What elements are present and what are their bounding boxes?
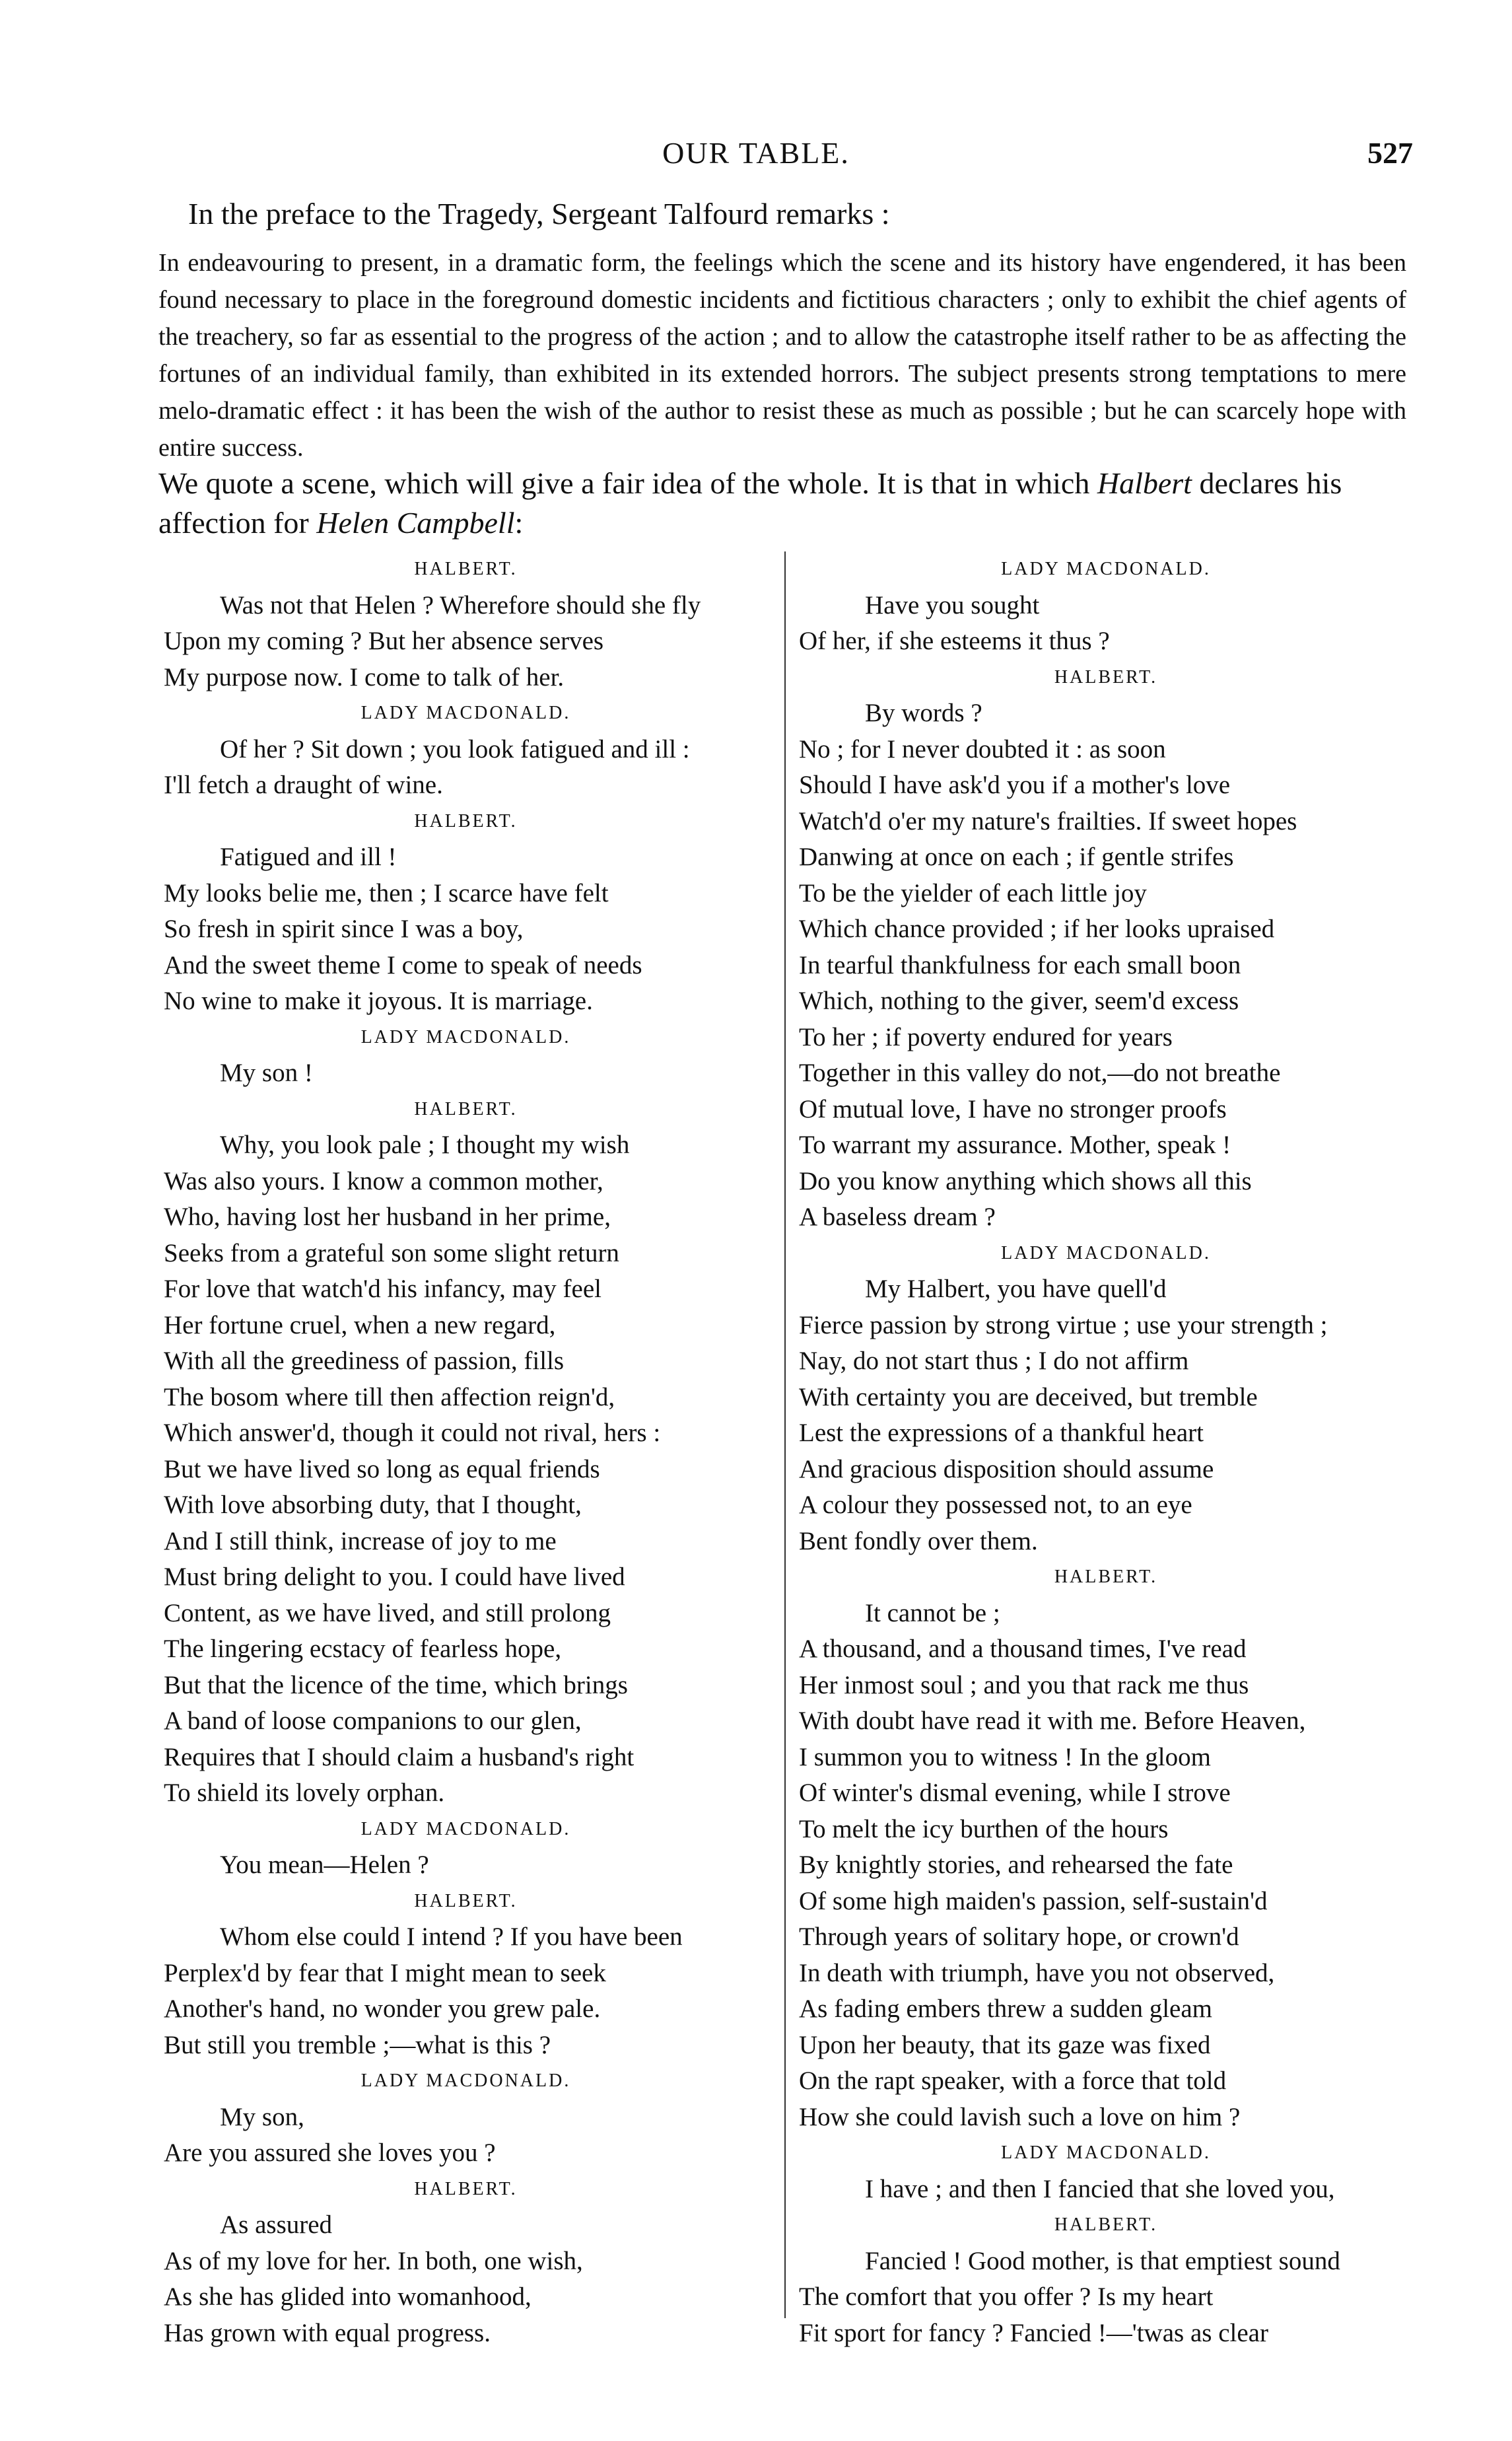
verse-line: On the rapt speaker, with a force that told (799, 2067, 1227, 2095)
character-name-halbert: Halbert (1097, 466, 1192, 500)
scene-intro-text: We quote a scene, which will give a fair idea of the whole. It is that in which (158, 466, 1097, 500)
verse-line: Upon her beauty, that its gaze was fixed (799, 2030, 1211, 2059)
speaker-name: LADY MACDONALD. (361, 703, 571, 723)
verse-line: Who, having lost her husband in her prime, (164, 1203, 611, 1231)
verse-line: Her inmost soul ; and you that rack me thus (799, 1670, 1249, 1699)
verse-line-indented: By words ? (865, 699, 982, 727)
verse-line: I'll fetch a draught of wine. (164, 771, 443, 799)
verse-line: Requires that I should claim a husband's right (164, 1742, 635, 1771)
verse-line: Perplex'd by fear that I might mean to seek (164, 1958, 606, 1987)
character-name-helen: Helen Campbell (316, 506, 515, 540)
verse-line-indented: Was not that Helen ? Wherefore should she fly (220, 590, 701, 619)
verse-line: Another's hand, no wonder you grew pale. (164, 1995, 601, 2023)
verse-line: Are you assured she loves you ? (164, 2139, 496, 2167)
running-head (0, 135, 1512, 175)
verse-line-indented: Have you sought (865, 590, 1040, 619)
verse-line: To melt the icy burthen of the hours (799, 1814, 1169, 1843)
speaker-name: LADY MACDONALD. (1001, 1242, 1211, 1263)
verse-line: To warrant my assurance. Mother, speak ! (799, 1131, 1231, 1159)
verse-line-indented: Of her ? Sit down ; you look fatigued and ill : (220, 734, 690, 763)
verse-line: Has grown with equal progress. (164, 2318, 491, 2347)
verse-line: The comfort that you offer ? Is my heart (799, 2282, 1214, 2311)
scene-introduction (158, 464, 1406, 543)
verse-line: Which, nothing to the giver, seem'd excess (799, 987, 1239, 1015)
page-number: 527 (1367, 136, 1413, 170)
verse-line-indented: Why, you look pale ; I thought my wish (220, 1131, 630, 1159)
verse-line: Bent fondly over them. (799, 1526, 1038, 1555)
speaker-name: LADY MACDONALD. (1001, 559, 1211, 579)
verse-line: With certainty you are deceived, but tremble (799, 1382, 1258, 1411)
verse-line: Fierce passion by strong virtue ; use your strength ; (799, 1310, 1328, 1339)
verse-line: Of mutual love, I have no stronger proofs (799, 1094, 1227, 1123)
verse-line: But that the licence of the time, which brings (164, 1670, 628, 1699)
verse-line: Fit sport for fancy ? Fancied !—'twas as clear (799, 2318, 1268, 2347)
verse-line: Which answer'd, though it could not rival, hers : (164, 1419, 661, 1447)
verse-line: Of winter's dismal evening, while I strove (799, 1779, 1231, 1807)
verse-line: Of her, if she esteems it thus ? (799, 627, 1110, 655)
verse-line: For love that watch'd his infancy, may feel (164, 1275, 601, 1303)
verse-line: In death with triumph, have you not observed, (799, 1958, 1275, 1987)
verse-line: The lingering ecstacy of fearless hope, (164, 1635, 562, 1663)
verse-line: My looks belie me, then ; I scarce have felt (164, 878, 609, 907)
verse-line: Nay, do not start thus ; I do not affirm (799, 1347, 1189, 1375)
verse-line: A band of loose companions to our glen, (164, 1707, 582, 1735)
verse-line: With all the greediness of passion, fills (164, 1347, 565, 1375)
verse-line: By knightly stories, and rehearsed the fate (799, 1851, 1233, 1879)
verse-line: But still you tremble ;—what is this ? (164, 2030, 551, 2059)
verse-line: With love absorbing duty, that I thought, (164, 1491, 582, 1519)
verse-line: So fresh in spirit since I was a boy, (164, 915, 524, 943)
verse-line: Her fortune cruel, when a new regard, (164, 1310, 556, 1339)
verse-line: A colour they possessed not, to an eye (799, 1491, 1192, 1519)
verse-line-indented: Fatigued and ill ! (220, 843, 397, 871)
verse-line: No wine to make it joyous. It is marriage. (164, 987, 593, 1015)
verse-line-indented: You mean—Helen ? (220, 1851, 429, 1879)
scene-intro-text-3: : (514, 506, 524, 540)
speaker-name: HALBERT. (414, 1098, 518, 1119)
verse-line: No ; for I never doubted it : as soon (799, 734, 1166, 763)
verse-line-indented: It cannot be ; (865, 1598, 1000, 1627)
verse-line: I summon you to witness ! In the gloom (799, 1742, 1211, 1771)
verse-line-indented: My Halbert, you have quell'd (865, 1275, 1167, 1303)
speaker-name: HALBERT. (414, 810, 518, 831)
verse-line-indented: My son, (220, 2102, 304, 2131)
speaker-name: HALBERT. (414, 2178, 518, 2199)
verse-line: To shield its lovely orphan. (164, 1779, 445, 1807)
preface-quote: In endeavouring to present, in a dramatic form, the feelings which the scene and its history have engendered, it has been found necessary to place in the foreground domestic incidents and fictitious characters ; only to exhibit the chief agents of the treachery, so far as essential to the progress of the action ; and to allow the catastrophe itself rather to be as affecting the fortunes of an individual family, than exhibited in its extended horrors. The subject presents strong temptations to mere melo-dramatic effect : it has been the wish of the author to resist these as much as possible ; but he can scarcely hope with entire success. (158, 249, 1406, 462)
verse-line: Should I have ask'd you if a mother's love (799, 771, 1231, 799)
speaker-name: HALBERT. (1054, 666, 1158, 688)
verse-line: But we have lived so long as equal friends (164, 1454, 600, 1483)
intro-line: In the preface to the Tragedy, Sergeant Talfourd remarks : (188, 197, 890, 230)
running-title: OUR TABLE. (662, 136, 850, 170)
verse-line: With doubt have read it with me. Before Heaven, (799, 1707, 1306, 1735)
verse-line: In tearful thankfulness for each small boon (799, 950, 1241, 979)
verse-line: And the sweet theme I come to speak of needs (164, 950, 642, 979)
speaker-name: HALBERT. (414, 1890, 518, 1911)
verse-line: As of my love for her. In both, one wish, (164, 2246, 583, 2275)
verse-line: And I still think, increase of joy to me (164, 1526, 557, 1555)
speaker-name: HALBERT. (414, 559, 518, 579)
verse-line: Content, as we have lived, and still prolong (164, 1598, 611, 1627)
verse-line: How she could lavish such a love on him ? (799, 2102, 1241, 2131)
verse-line: Which chance provided ; if her looks upraised (799, 915, 1275, 943)
verse-line: To be the yielder of each little joy (799, 878, 1147, 907)
speaker-name: LADY MACDONALD. (361, 1818, 571, 1839)
verse-line: Watch'd o'er my nature's frailties. If sweet hopes (799, 806, 1297, 835)
verse-line: Seeks from a grateful son some slight return (164, 1238, 619, 1267)
verse-line: Danwing at once on each ; if gentle strifes (799, 843, 1234, 871)
verse-line: As she has glided into womanhood, (164, 2282, 532, 2311)
verse-line: A thousand, and a thousand times, I've read (799, 1635, 1247, 1663)
verse-line: And gracious disposition should assume (799, 1454, 1214, 1483)
verse-line: Must bring delight to you. I could have lived (164, 1563, 625, 1591)
speaker-name: LADY MACDONALD. (361, 1026, 571, 1047)
verse-line: Upon my coming ? But her absence serves (164, 627, 604, 655)
verse-line: As fading embers threw a sudden gleam (799, 1995, 1212, 2023)
speaker-name: LADY MACDONALD. (361, 2070, 571, 2091)
verse-line: To her ; if poverty endured for years (799, 1022, 1173, 1051)
verse-line: The bosom where till then affection reign'd, (164, 1382, 615, 1411)
right-verse-column (799, 551, 1413, 2351)
verse-line-indented: My son ! (220, 1059, 313, 1087)
verse-line-indented: As assured (220, 2211, 333, 2239)
speaker-name: HALBERT. (1054, 2214, 1158, 2235)
column-divider (784, 551, 786, 2318)
verse-line: Do you know anything which shows all this (799, 1166, 1252, 1195)
verse-line: Through years of solitary hope, or crown'd (799, 1923, 1239, 1951)
left-verse-column (164, 551, 768, 2351)
verse-line: Together in this valley do not,—do not breathe (799, 1059, 1281, 1087)
speaker-name: LADY MACDONALD. (1001, 2142, 1211, 2163)
verse-line: Lest the expressions of a thankful heart (799, 1419, 1204, 1447)
speaker-name: HALBERT. (1054, 1567, 1158, 1587)
verse-line: Was also yours. I know a common mother, (164, 1166, 603, 1195)
verse-line-indented: Whom else could I intend ? If you have been (220, 1923, 683, 1951)
scene-intro-text-2: declares his affection for (158, 466, 1342, 540)
verse-line: Of some high maiden's passion, self-sustain'd (799, 1886, 1268, 1915)
verse-line: My purpose now. I come to talk of her. (164, 662, 565, 691)
verse-line-indented: I have ; and then I fancied that she loved you, (865, 2174, 1335, 2203)
verse-line-indented: Fancied ! Good mother, is that emptiest sound (865, 2246, 1340, 2275)
verse-line: A baseless dream ? (799, 1203, 996, 1231)
